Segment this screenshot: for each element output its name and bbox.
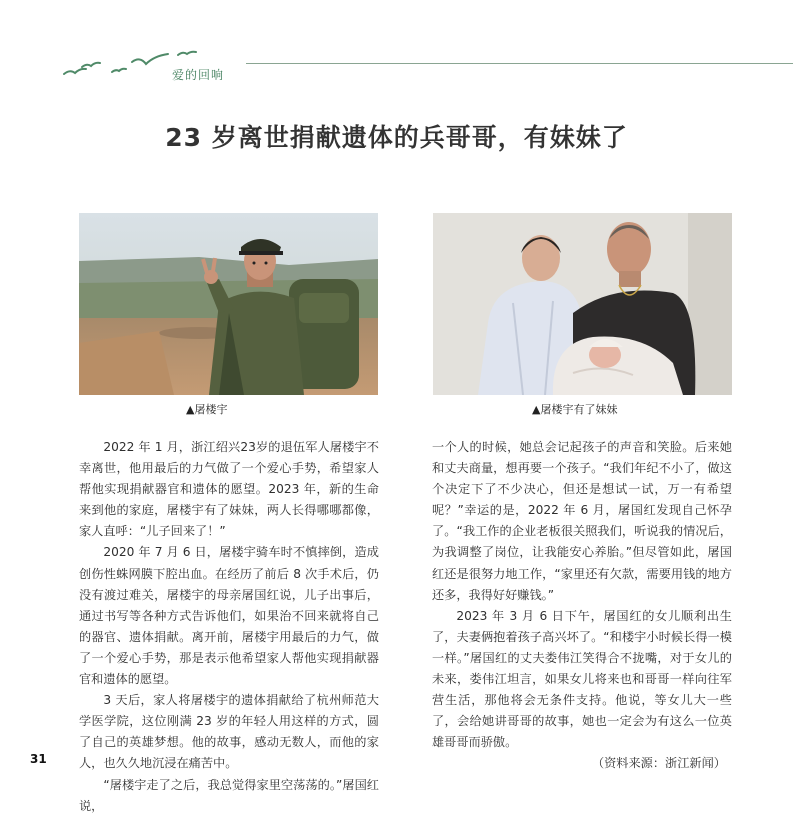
soldier-photo-image — [79, 213, 378, 395]
page-number: 31 — [30, 752, 47, 766]
photo-caption-family: ▲屠楼宇有了妹妹 — [532, 403, 618, 416]
source-credit: （资料来源：浙江新闻） — [591, 756, 726, 771]
photo-soldier — [79, 213, 378, 395]
paragraph: 2022 年 1 月，浙江绍兴23岁的退伍军人屠楼宇不幸离世，他用最后的力气做了一个爱心手势，希望家人帮他实现捐献器官和遗体的愿望。2023 年，新的生命来到他的家庭，屠楼宇有了妹妹，两人长得哪哪都像，家人直呼：“儿子回来了！” — [79, 440, 379, 539]
paragraph: 2023 年 3 月 6 日下午，屠国红的女儿顺利出生了，夫妻俩抱着孩子高兴坏了。“和楼宇小时候长得一模一样。”屠国红的丈夫娄伟江笑得合不拢嘴，对于女儿的未来，娄伟江坦言，如果女儿将来也和哥哥一样向往军营生活，那他将会无条件支持。他说，等女儿大一些了，会给她讲哥哥的故事，她也一定会为有这么一位英雄哥哥而骄傲。 — [432, 608, 732, 750]
article-title: 23 岁离世捐献遗体的兵哥哥，有妹妹了 — [165, 123, 628, 152]
article-column-right — [432, 437, 732, 775]
family-photo-image — [433, 213, 732, 395]
photo-caption-soldier: ▲屠楼宇 — [186, 403, 228, 416]
photo-family — [433, 213, 732, 395]
paragraph: 2020 年 7 月 6 日，屠楼宇骑车时不慎摔倒，造成创伤性蛛网膜下腔出血。在经历了前后 8 次手术后，仍没有渡过难关，屠楼宇的母亲屠国红说，儿子出事后，通过书写等各种方式告诉他们，如果治不回来就将自己的器官、遗体捐献。离开前，屠楼宇用最后的力气，做了一个爱心手势，那是表示他希望家人帮他实现捐献器官和遗体的愿望。 — [79, 545, 379, 687]
header-divider — [246, 63, 793, 64]
page-header — [0, 0, 793, 110]
paragraph: “屠楼宇走了之后，我总觉得家里空荡荡的。”屠国红说， — [79, 777, 379, 813]
paragraph: 3 天后，家人将屠楼宇的遗体捐献给了杭州师范大学医学院，这位刚满 23 岁的年轻人用这样的方式，圆了自己的英雄梦想。他的故事，感动无数人，而他的家人，也久久地沉浸在痛苦中。 — [79, 693, 379, 771]
section-label: 爱的回响 — [172, 68, 225, 82]
paragraph-continuation: 一个人的时候，她总会记起孩子的声音和笑脸。后来她和丈夫商量，想再要一个孩子。“我们年纪不小了，做这个决定下了不少决心，但还是想试一试，万一有希望呢？”幸运的是，2022 年 6 月，屠国红发现自己怀孕了。“我工作的企业老板很关照我们，听说我的情况后，为我调整了岗位，让我能安心养胎。”但尽管如此，屠国红还是很努力地工作，“家里还有欠款，需要用钱的地方还多，我得好好赚钱。” — [432, 440, 732, 602]
article-column-left — [79, 437, 379, 817]
